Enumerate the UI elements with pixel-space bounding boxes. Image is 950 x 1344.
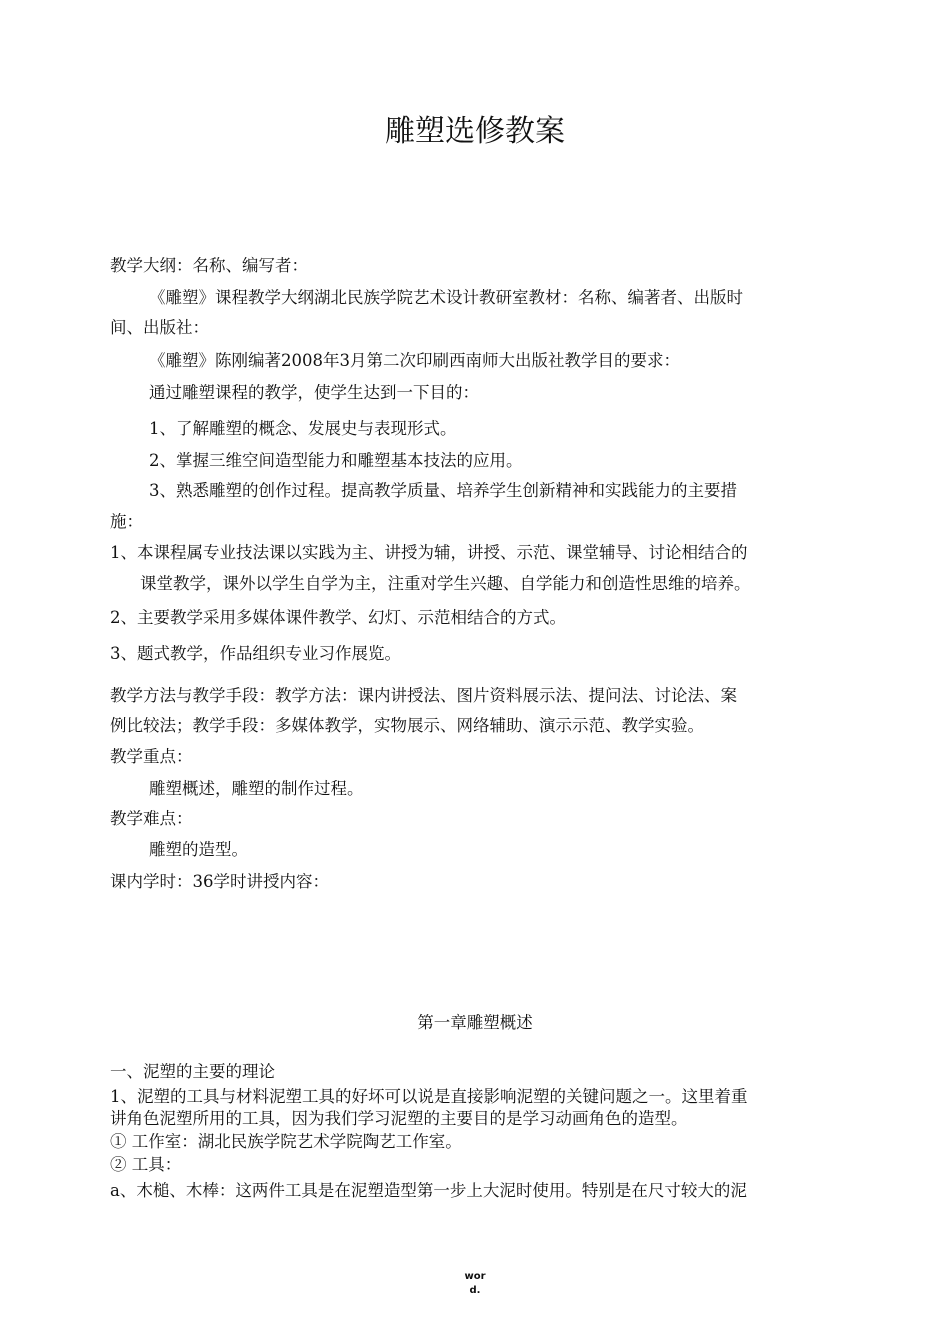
list-item: 1、了解雕塑的概念、发展史与表现形式。 [149, 419, 457, 438]
text-line: 《雕塑》课程教学大纲湖北民族学院艺术设计教研室教材：名称、编著者、出版时 [149, 288, 743, 307]
text-line: ② 工具： [110, 1155, 182, 1174]
text-line: 通过雕塑课程的教学，使学生达到一下目的： [149, 383, 479, 402]
section-label: 教学难点： [110, 809, 193, 828]
text-line: 《雕塑》陈刚编著2008年3月第二次印刷西南师大出版社教学目的要求： [149, 351, 680, 370]
text-line: 1、泥塑的工具与材料泥塑工具的好坏可以说是直接影响泥塑的关键问题之一。这里着重 [110, 1087, 748, 1106]
text-line: 一、泥塑的主要的理论 [110, 1062, 275, 1081]
text-line: 雕塑的造型。 [149, 840, 248, 859]
list-item: 2、掌握三维空间造型能力和雕塑基本技法的应用。 [149, 451, 523, 470]
document-title: 雕塑选修教案 [385, 114, 565, 149]
text-line: a、木槌、木棒：这两件工具是在泥塑造型第一步上大泥时使用。特别是在尺寸较大的泥 [110, 1181, 747, 1200]
text-line: 教学方法与教学手段：教学方法：课内讲授法、图片资料展示法、提问法、讨论法、案 [110, 686, 737, 705]
section-label: 教学重点： [110, 747, 193, 766]
text-line: 课堂教学，课外以学生自学为主，注重对学生兴趣、自学能力和创造性思维的培养。 [140, 574, 751, 593]
footer-line: wor [464, 1271, 486, 1282]
footer-line: d. [469, 1285, 481, 1296]
chapter-title: 第一章雕塑概述 [417, 1013, 533, 1032]
text-line: 间、出版社： [110, 318, 209, 337]
text-line: 教学大纲：名称、编写者： [110, 256, 308, 275]
text-line: ① 工作室：湖北民族学院艺术学院陶艺工作室。 [110, 1132, 462, 1151]
text-line: 例比较法；教学手段：多媒体教学，实物展示、网络辅助、演示示范、教学实验。 [110, 716, 704, 735]
list-item: 2、主要教学采用多媒体课件教学、幻灯、示范相结合的方式。 [110, 608, 566, 627]
list-item: 1、本课程属专业技法课以实践为主、讲授为辅，讲授、示范、课堂辅导、讨论相结合的 [110, 543, 748, 562]
list-item: 3、题式教学，作品组织专业习作展览。 [110, 644, 401, 663]
text-line: 课内学时：36学时讲授内容： [110, 872, 329, 891]
list-item: 3、熟悉雕塑的创作过程。提高教学质量、培养学生创新精神和实践能力的主要措 [149, 481, 737, 500]
text-line: 讲角色泥塑所用的工具，因为我们学习泥塑的主要目的是学习动画角色的造型。 [110, 1109, 688, 1128]
text-line: 雕塑概述，雕塑的制作过程。 [149, 779, 364, 798]
text-line: 施： [110, 512, 143, 531]
page-footer [0, 1270, 950, 1298]
